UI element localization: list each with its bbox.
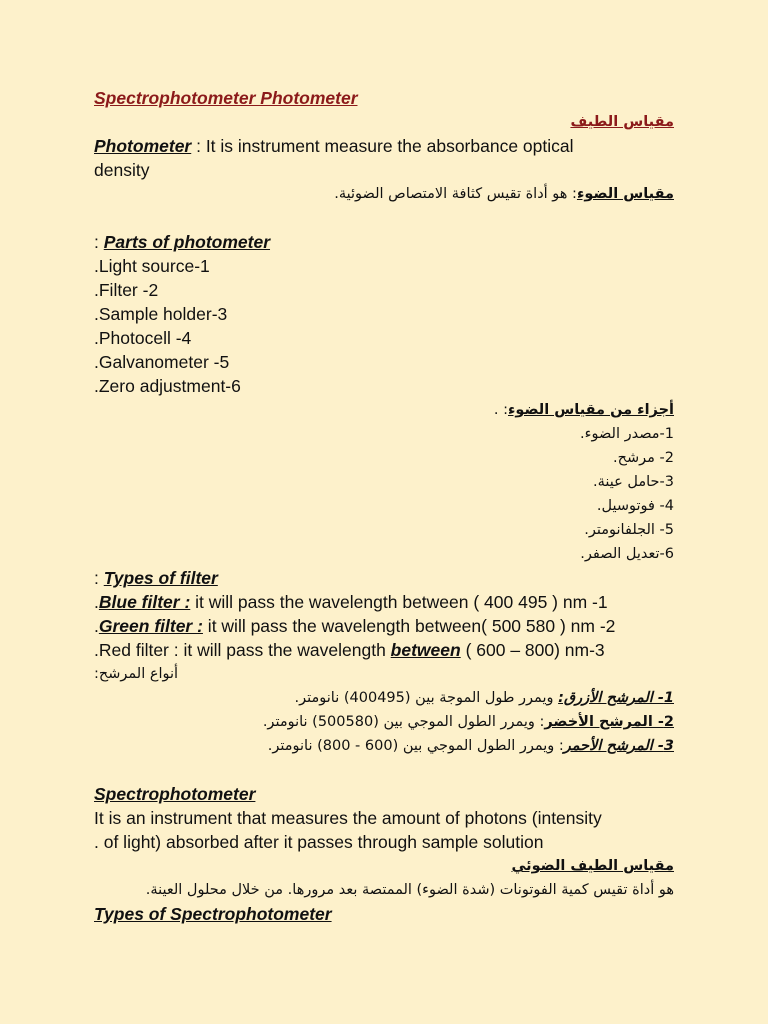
- parts-item-arabic: 6-تعديل الصفر.: [580, 546, 674, 562]
- title-text: Spectrophotometer Photometer: [94, 88, 358, 108]
- types-spectro-heading-text: Types of Spectrophotometer: [94, 904, 332, 924]
- filter-item-arabic: [94, 686, 674, 710]
- filter-blue-text: it will pass the wavelength between ( 400 495 ) nm -1: [190, 592, 608, 612]
- parts-item-arabic: 4- فوتوسيل.: [596, 498, 674, 514]
- spacer: [94, 206, 674, 230]
- title-arabic: [94, 110, 674, 134]
- filter-item-arabic: [94, 710, 674, 734]
- filter-ar-term: 1- المرشح الأزرق:: [558, 690, 674, 706]
- parts-item: .Photocell -4: [94, 328, 192, 348]
- photometer-def-text: : It is instrument measure the absorbance optical: [191, 136, 574, 156]
- filter-item-arabic: [94, 734, 674, 758]
- filter-heading: [94, 566, 674, 590]
- filter-ar-text: : ويمرر الطول الموجي بين (500580) نانومتر.: [262, 714, 545, 730]
- title-arabic-text: مقياس الطيف: [570, 114, 674, 130]
- parts-heading-text: Parts of photometer: [103, 232, 271, 252]
- filter-red-text-b: ( 600 – 800) nm-3: [460, 640, 605, 660]
- parts-item: .Filter -2: [94, 280, 159, 300]
- photometer-ar-def: : هو أداة تقيس كثافة الامتصاص الضوئية.: [334, 186, 577, 202]
- filter-ar-term: 3- المرشح الأحمر: [563, 738, 674, 754]
- parts-item-arabic: 2- مرشح.: [613, 450, 674, 466]
- filter-blue-term: Blue filter :: [98, 592, 191, 612]
- filter-heading-prefix: :: [94, 568, 104, 588]
- filter-green: [94, 614, 674, 638]
- filter-ar-term: 2- المرشح الأخضر: [544, 714, 674, 730]
- parts-heading-prefix: :: [94, 232, 104, 252]
- spectro-heading: [94, 782, 674, 806]
- filter-red-between: between: [390, 640, 461, 660]
- filter-heading-text: Types of filter: [103, 568, 218, 588]
- document-page: [94, 86, 674, 926]
- parts-ar-heading-colon: :: [503, 402, 508, 418]
- photometer-term: Photometer: [94, 136, 192, 156]
- parts-item: .Sample holder-3: [94, 304, 228, 324]
- filter-green-dot: .: [94, 616, 99, 636]
- filter-ar-text: : ويمرر الطول الموجي بين (600 - 800) نانومتر.: [267, 738, 564, 754]
- photometer-ar-term: مقياس الضوء: [576, 186, 674, 202]
- photometer-definition-cont: [94, 158, 674, 182]
- parts-ar-heading-text: أجزاء من مقياس الضوء: [508, 402, 674, 418]
- filter-blue: [94, 590, 674, 614]
- spectro-definition-cont: . of light) absorbed after it passes through sample solution: [94, 832, 544, 852]
- photometer-definition-arabic: [94, 182, 674, 206]
- parts-item-arabic: 1-مصدر الضوء.: [580, 426, 674, 442]
- filter-blue-dot: .: [94, 592, 99, 612]
- spectro-ar-heading-text: مقياس الطيف الضوئي: [511, 858, 674, 874]
- filter-ar-text: ويمرر طول الموجة بين (400495) نانومتر.: [294, 690, 559, 706]
- photometer-definition: [94, 134, 674, 158]
- parts-item: .Light source-1: [94, 256, 210, 276]
- filter-green-text: it will pass the wavelength between( 500 580 ) nm -2: [202, 616, 616, 636]
- parts-item: .Galvanometer -5: [94, 352, 230, 372]
- parts-ar-heading-dot: .: [493, 402, 504, 418]
- spacer: [94, 758, 674, 782]
- document-title: [94, 86, 674, 110]
- filter-red: [94, 638, 674, 662]
- parts-heading-arabic: [94, 398, 674, 422]
- parts-item-arabic: 3-حامل عينة.: [593, 474, 674, 490]
- filter-red-text-a: .Red filter : it will pass the wavelength: [94, 640, 391, 660]
- parts-item-arabic: 5- الجلفانومتر.: [584, 522, 674, 538]
- photometer-def-cont-text: density: [94, 160, 150, 180]
- spectro-heading-arabic: [94, 854, 674, 878]
- spectro-heading-text: Spectrophotometer: [94, 784, 256, 804]
- parts-heading: [94, 230, 674, 254]
- spectro-definition: It is an instrument that measures the amount of photons (intensity: [94, 808, 602, 828]
- types-spectro-heading: [94, 902, 674, 926]
- spectro-definition-arabic: هو أداة تقيس كمية الفوتونات (شدة الضوء) الممتصة بعد مرورها. من خلال محلول العينة.: [145, 882, 674, 898]
- filter-heading-arabic: أنواع المرشح:: [94, 666, 179, 682]
- parts-item: .Zero adjustment-6: [94, 376, 241, 396]
- filter-green-term: Green filter :: [98, 616, 203, 636]
